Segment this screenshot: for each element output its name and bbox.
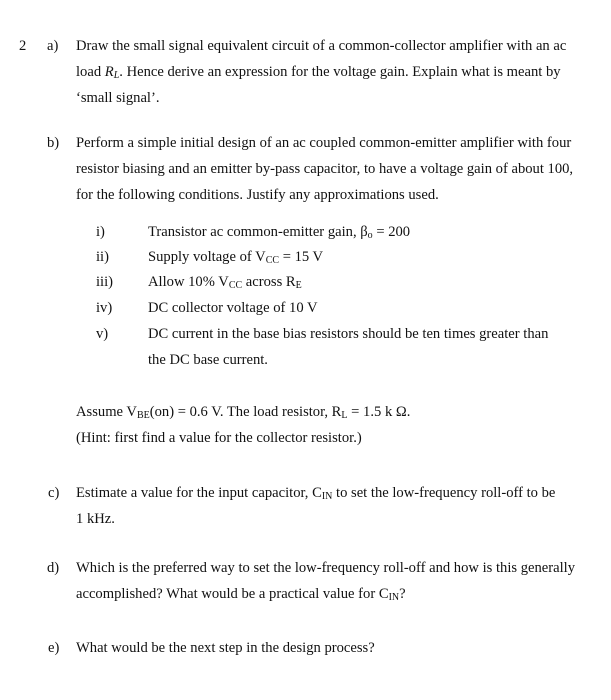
- condition-text: Supply voltage of $V_{CC} = 15$ V: [148, 249, 324, 266]
- condition-number: v): [96, 326, 109, 342]
- part-c-line-2: 1 kHz.: [76, 511, 115, 527]
- condition-text: DC collector voltage of 10 V: [148, 300, 318, 316]
- condition-text-continued: the DC base current.: [148, 352, 268, 368]
- part-b-label: b): [47, 135, 60, 151]
- part-c-line-1: Estimate a value for the input capacitor, $C_{IN}$ to set the low-frequency roll-off to be: [76, 485, 556, 502]
- condition-number: i): [96, 224, 105, 240]
- part-d-line-1: Which is the preferred way to set the low-frequency roll-off and how is this generally: [76, 560, 575, 576]
- load-subscript: L: [113, 70, 120, 81]
- part-c-label: c): [48, 485, 60, 501]
- condition-text: Allow 10% $V_{CC}$ across $R_E$: [148, 274, 302, 291]
- part-d-line-2: accomplished? What would be a practical value for $C_{IN}$?: [76, 586, 406, 603]
- condition-number: iii): [96, 274, 114, 290]
- hint-text: (Hint: first find a value for the collector resistor.): [76, 430, 362, 446]
- part-b-line-2: resistor biasing and an emitter by-pass capacitor, to have a voltage gain of about 100,: [76, 161, 574, 177]
- part-a-label: a): [47, 38, 59, 54]
- part-b-line-3: for the following conditions. Justify any approximations used.: [76, 187, 439, 203]
- part-a-line-2: load $R_L$. Hence derive an expression for the voltage gain. Explain what is meant by: [76, 64, 561, 81]
- condition-text: DC current in the base bias resistors should be ten times greater than: [148, 326, 549, 342]
- load-symbol: R: [104, 64, 114, 80]
- assume-statement: Assume $V_{BE}(on) = 0.6$ V. The load resistor, $R_L = 1.5$ k Ω.: [76, 404, 411, 421]
- part-d-label: d): [47, 560, 60, 576]
- part-e-text: What would be the next step in the design process?: [76, 640, 375, 656]
- part-e-label: e): [48, 640, 60, 656]
- question-number: 2: [19, 38, 27, 54]
- part-a-line-1: Draw the small signal equivalent circuit of a common-collector amplifier with an ac: [76, 38, 567, 54]
- condition-number: ii): [96, 249, 109, 265]
- part-b-line-1: Perform a simple initial design of an ac coupled common-emitter amplifier with four: [76, 135, 572, 151]
- part-a-line-3: ‘small signal’.: [76, 90, 160, 106]
- condition-text: Transistor ac common-emitter gain, $\beta_o = 200$: [148, 224, 411, 241]
- condition-number: iv): [96, 300, 113, 316]
